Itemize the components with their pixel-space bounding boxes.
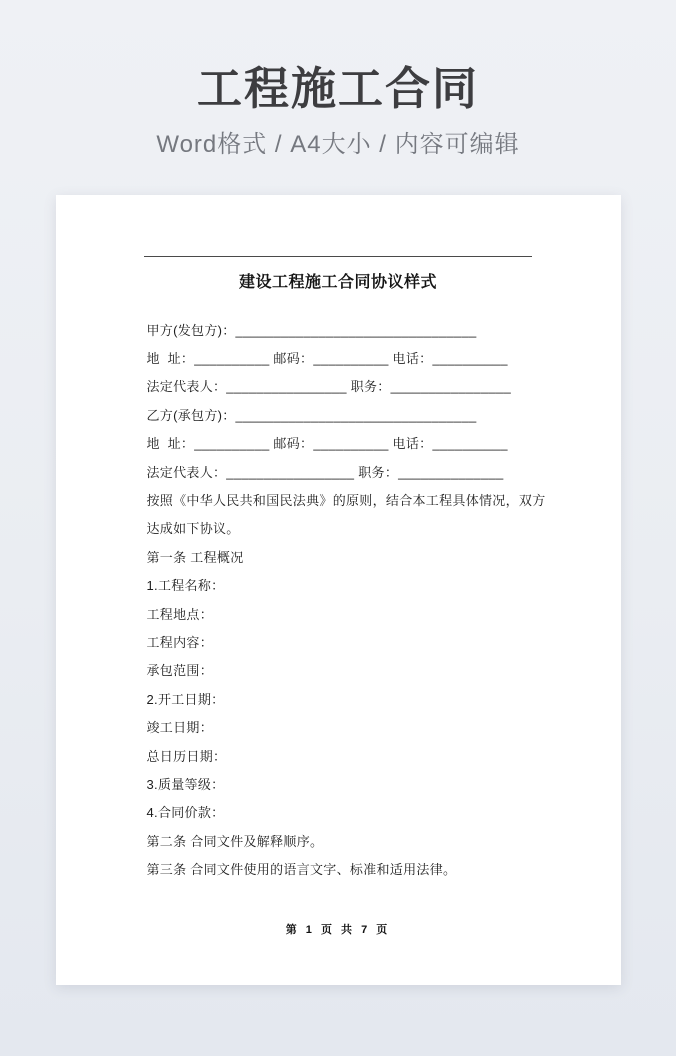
hero-header [0, 0, 676, 159]
start-date-line: 2.开工日期： [146, 691, 225, 707]
clause-3-heading: 第三条 合同文件使用的语言文字、标准和适用法律。 [146, 862, 457, 878]
document-title: 建设工程施工合同协议样式 [238, 273, 437, 291]
project-name-line: 1.工程名称： [146, 578, 225, 594]
total-calendar-date-line: 总日历日期： [146, 748, 227, 764]
clause-2-heading: 第二条 合同文件及解释顺序。 [146, 833, 324, 849]
page-subtitle: Word格式 / A4大小 / 内容可编辑 [156, 130, 520, 158]
party-b-line: 乙方(承包方)：________________________________ [146, 407, 477, 423]
preamble-paragraph: 按照《中华人民共和国民法典》的原则，结合本工程具体情况，双方达成如下协议。 [146, 492, 546, 537]
project-location-line: 工程地点： [146, 606, 214, 622]
document-page [56, 195, 621, 985]
party-b-representative-line: 法定代表人：_________________ 职务：______________ [146, 464, 504, 480]
contract-scope-line: 承包范围： [146, 663, 214, 679]
party-a-representative-line: 法定代表人：________________ 职务：________________ [146, 379, 512, 395]
contract-price-line: 4.合同价款： [146, 805, 225, 821]
completion-date-line: 竣工日期： [146, 720, 214, 736]
party-a-address-line: 地 址：__________ 邮码：__________ 电话：__________ [146, 350, 508, 366]
party-a-line: 甲方(发包方)：________________________________ [146, 322, 477, 338]
title-rule [144, 256, 532, 257]
party-b-address-line: 地 址：__________ 邮码：__________ 电话：__________ [146, 436, 508, 452]
clause-1-heading: 第一条 工程概况 [146, 549, 244, 565]
page-number: 第 1 页 共 7 页 [285, 923, 391, 936]
page-title: 工程施工合同 [196, 63, 479, 114]
quality-grade-line: 3.质量等级： [146, 777, 225, 792]
project-content-line: 工程内容： [146, 634, 214, 650]
document-body [147, 317, 551, 885]
